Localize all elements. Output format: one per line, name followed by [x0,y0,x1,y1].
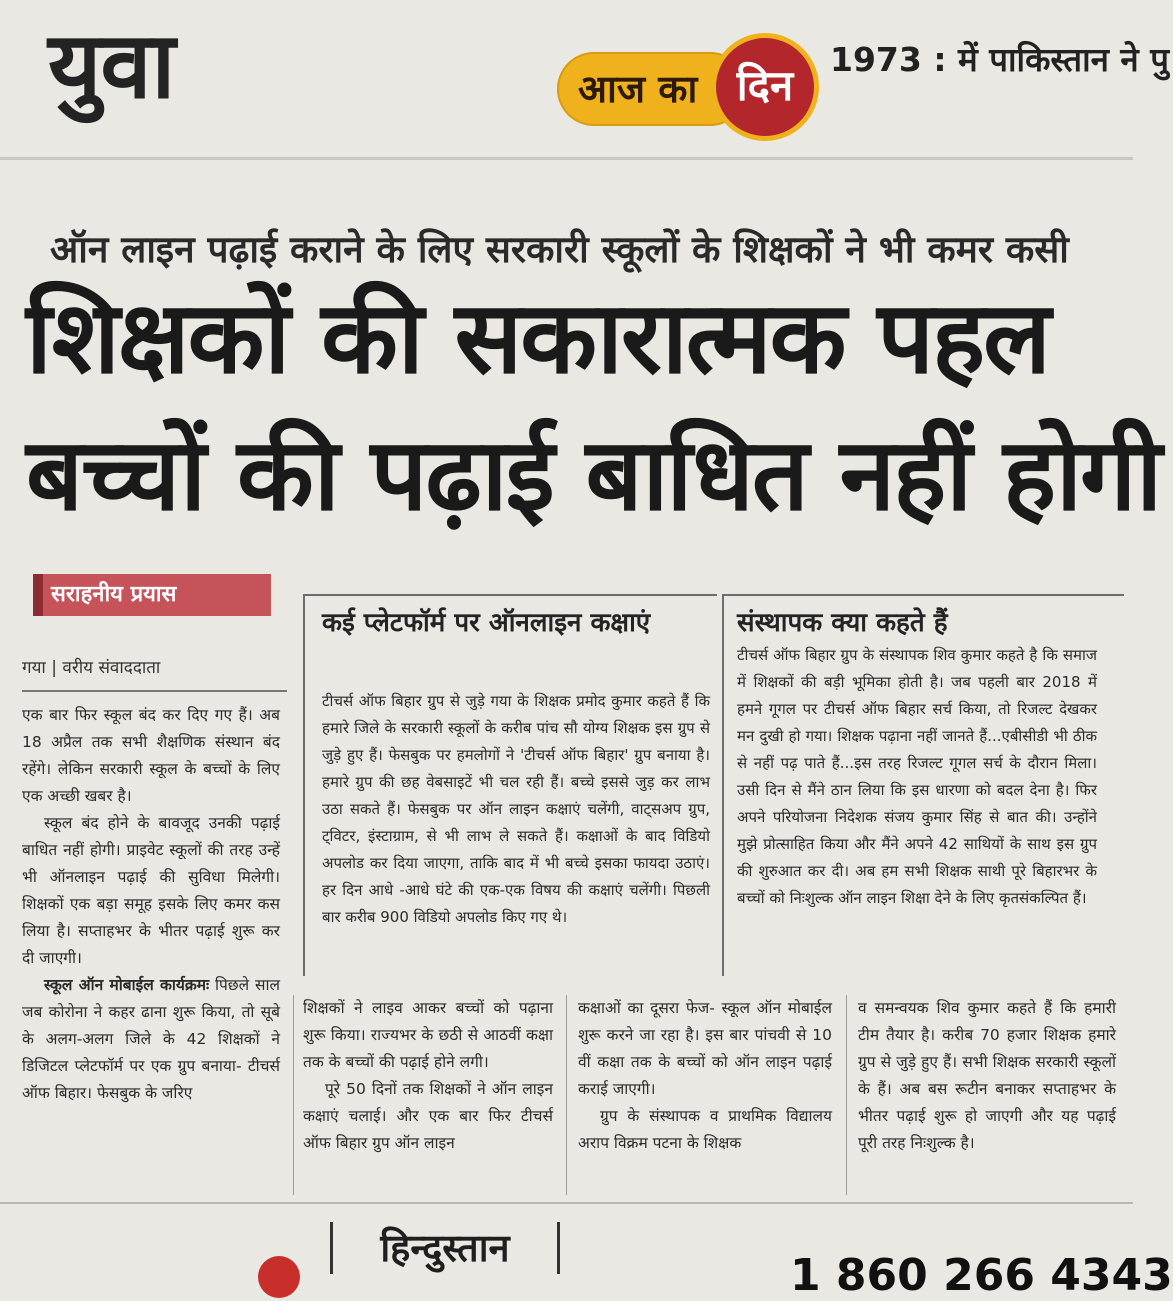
byline: गया | वरीय संवाददाता [22,658,161,678]
col4-paragraph-1: व समन्वयक शिव कुमार कहते हैं कि हमारी टीम तैयार है। करीब 70 हजार शिक्षक हमारे ग्रुप से जुड़े हुए हैं। सभी शिक्षक सरकारी स्कूलों के हैं। अब बस रूटीन बनाकर सप्ताहभर के भीतर पढ़ाई शुरू हो जाएगी और यह पढ़ाई पूरी तरह निःशुल्क है। [858,999,1116,1152]
din-label: दिन [736,61,794,110]
byline-divider [22,690,287,692]
column-2 [303,995,553,1157]
col1-paragraph-1: एक बार फिर स्कूल बंद कर दिए गए हैं। अब 18 अप्रैल तक सभी शैक्षणिक संस्थान बंद रहेंगे। लेकिन सरकारी स्कूल के बच्चों के लिए एक अच्छी खबर है। [22,706,280,805]
brand-logo-dot [258,1256,300,1298]
column-1 [22,702,280,1107]
column-divider-3 [846,995,847,1195]
col3-paragraph-2: ग्रुप के संस्थापक व प्राथमिक विद्यालय अराप विक्रम पटना के शिक्षक [578,1107,832,1152]
footer-divider [0,1202,1133,1204]
helpline-number: 1 860 266 4343 [790,1250,1173,1301]
col1-subhead: स्कूल ऑन मोबाईल कार्यक्रमः [44,976,210,994]
badge-accent [33,574,43,616]
box-2-text: टीचर्स ऑफ बिहार ग्रुप के संस्थापक शिव कुमार कहते है कि समाज में शिक्षकों की बड़ी भूमिका होती है। जब पहली बार 2018 में हमने गूगल पर टीचर्स ऑफ बिहार सर्च किया, तो रिजल्ट देखकर मन दुखी हो गया। शिक्षक पढ़ाना नहीं जानते हैं...एबीसीडी भी ठीक से नहीं पढ़ पाते हैं...इस तरह रिजल्ट गूगल सर्च के दौरान मिला। उसी दिन से मैंने ठान लिया कि इस धारणा को बदल देना है। फिर अपने परियोजना निदेशक संजय कुमार सिंह से बात की। उन्होंने मुझे प्रोत्साहित किया और मैंने अपने 42 साथियों के साथ इस ग्रुप की शुरुआत कर दी। अब हम सभी शिक्षक साथी पूरे बिहारभर के बच्चों को निःशुल्क ऑन लाइन शिक्षा देने के लिए कृतसंकल्पित हैं। [737,646,1097,907]
section-badge: सराहनीय प्रयास [33,574,271,616]
headline-line-1: शिक्षकों की सकारात्मक पहल [26,279,1049,396]
box-1-heading: कई प्लेटफॉर्म पर ऑनलाइन कक्षाएं [322,608,651,638]
col1-paragraph-3 [22,972,280,1107]
aaj-ka-label: आज का [578,67,698,111]
column-divider-2 [566,995,567,1195]
col1-paragraph-2: स्कूल बंद होने के बावजूद उनकी पढ़ाई बाधित नहीं होगी। प्राइवेट स्कूलों की तरह उन्हें भी ऑनलाइन पढ़ाई की सुविधा मिलेगी। शिक्षकों एक बड़ा समूह इसके लिए कमर कस लिया है। सप्ताहभर के भीतर पढ़ाई शुरू कर दी जाएगी। [22,814,280,967]
newspaper-masthead: हिन्दुस्तान [330,1222,560,1274]
col2-paragraph-1: शिक्षकों ने लाइव आकर बच्चों को पढ़ाना शुरू किया। राज्यभर के छठी से आठवीं कक्षा तक के बच्चों की पढ़ाई होने लगी। [303,999,553,1071]
headline-line-2: बच्चों की पढ़ाई बाधित नहीं होगी [26,416,1161,533]
box-2-heading: संस्थापक क्या कहते हैं [737,608,948,638]
column-divider-1 [293,995,294,1195]
col1-paragraph-3-text: पिछले साल जब कोरोना ने कहर ढाना शुरू किया, तो सूबे के अलग-अलग जिले के 42 शिक्षकों ने डिजिटल प्लेटफॉर्म पर एक ग्रुप बनाया- टीचर्स ऑफ बिहार। फेसबुक के जरिए [22,976,280,1102]
column-4 [858,995,1116,1157]
col2-paragraph-2: पूरे 50 दिनों तक शिक्षकों ने ऑन लाइन कक्षाएं चलाई। और एक बार फिर टीचर्स ऑफ बिहार ग्रुप ऑन लाइन [303,1080,553,1152]
section-title: युवा [48,12,175,119]
column-3 [578,995,832,1157]
article-subhead: ऑन लाइन पढ़ाई कराने के लिए सरकारी स्कूलों के शिक्षकों ने भी कमर कसी [50,228,1069,271]
today-in-history-ticker: 1973 : में पाकिस्तान ने पु [830,40,1169,79]
col3-paragraph-1: कक्षाओं का दूसरा फेज- स्कूल ऑन मोबाईल शुरू करने जा रहा है। इस बार पांचवी से 10 वीं कक्षा तक के बच्चों को ऑन लाइन पढ़ाई कराई जाएगी। [578,999,832,1098]
header-divider [0,157,1133,160]
box-1-text: टीचर्स ऑफ बिहार ग्रुप से जुड़े गया के शिक्षक प्रमोद कुमार कहते हैं कि हमारे जिले के सरकारी स्कूलों के करीब पांच सौ योग्य शिक्षक इस ग्रुप से जुड़े हुए हैं। फेसबुक पर हमलोगों ने 'टीचर्स ऑफ बिहार' ग्रुप बनाया है। हमारे ग्रुप की छह वेबसाइटें भी चल रही हैं। बच्चे इससे जुड़ कर लाभ उठा सकते हैं। फेसबुक पर ऑन लाइन कक्षाएं चलेंगी, वाट्सअप ग्रुप, ट्विटर, इंस्टाग्राम, से भी लाभ ले सकते हैं। कक्षाओं के बाद विडियो अपलोड कर दिया जाएगा, ताकि बाद में भी बच्चे इसका फायदा उठाएं। हर दिन आधे -आधे घंटे की एक-एक विषय की कक्षाएं चलेंगी। पिछली बार करीब 900 विडियो अपलोड किए गए थे। [322,692,710,926]
